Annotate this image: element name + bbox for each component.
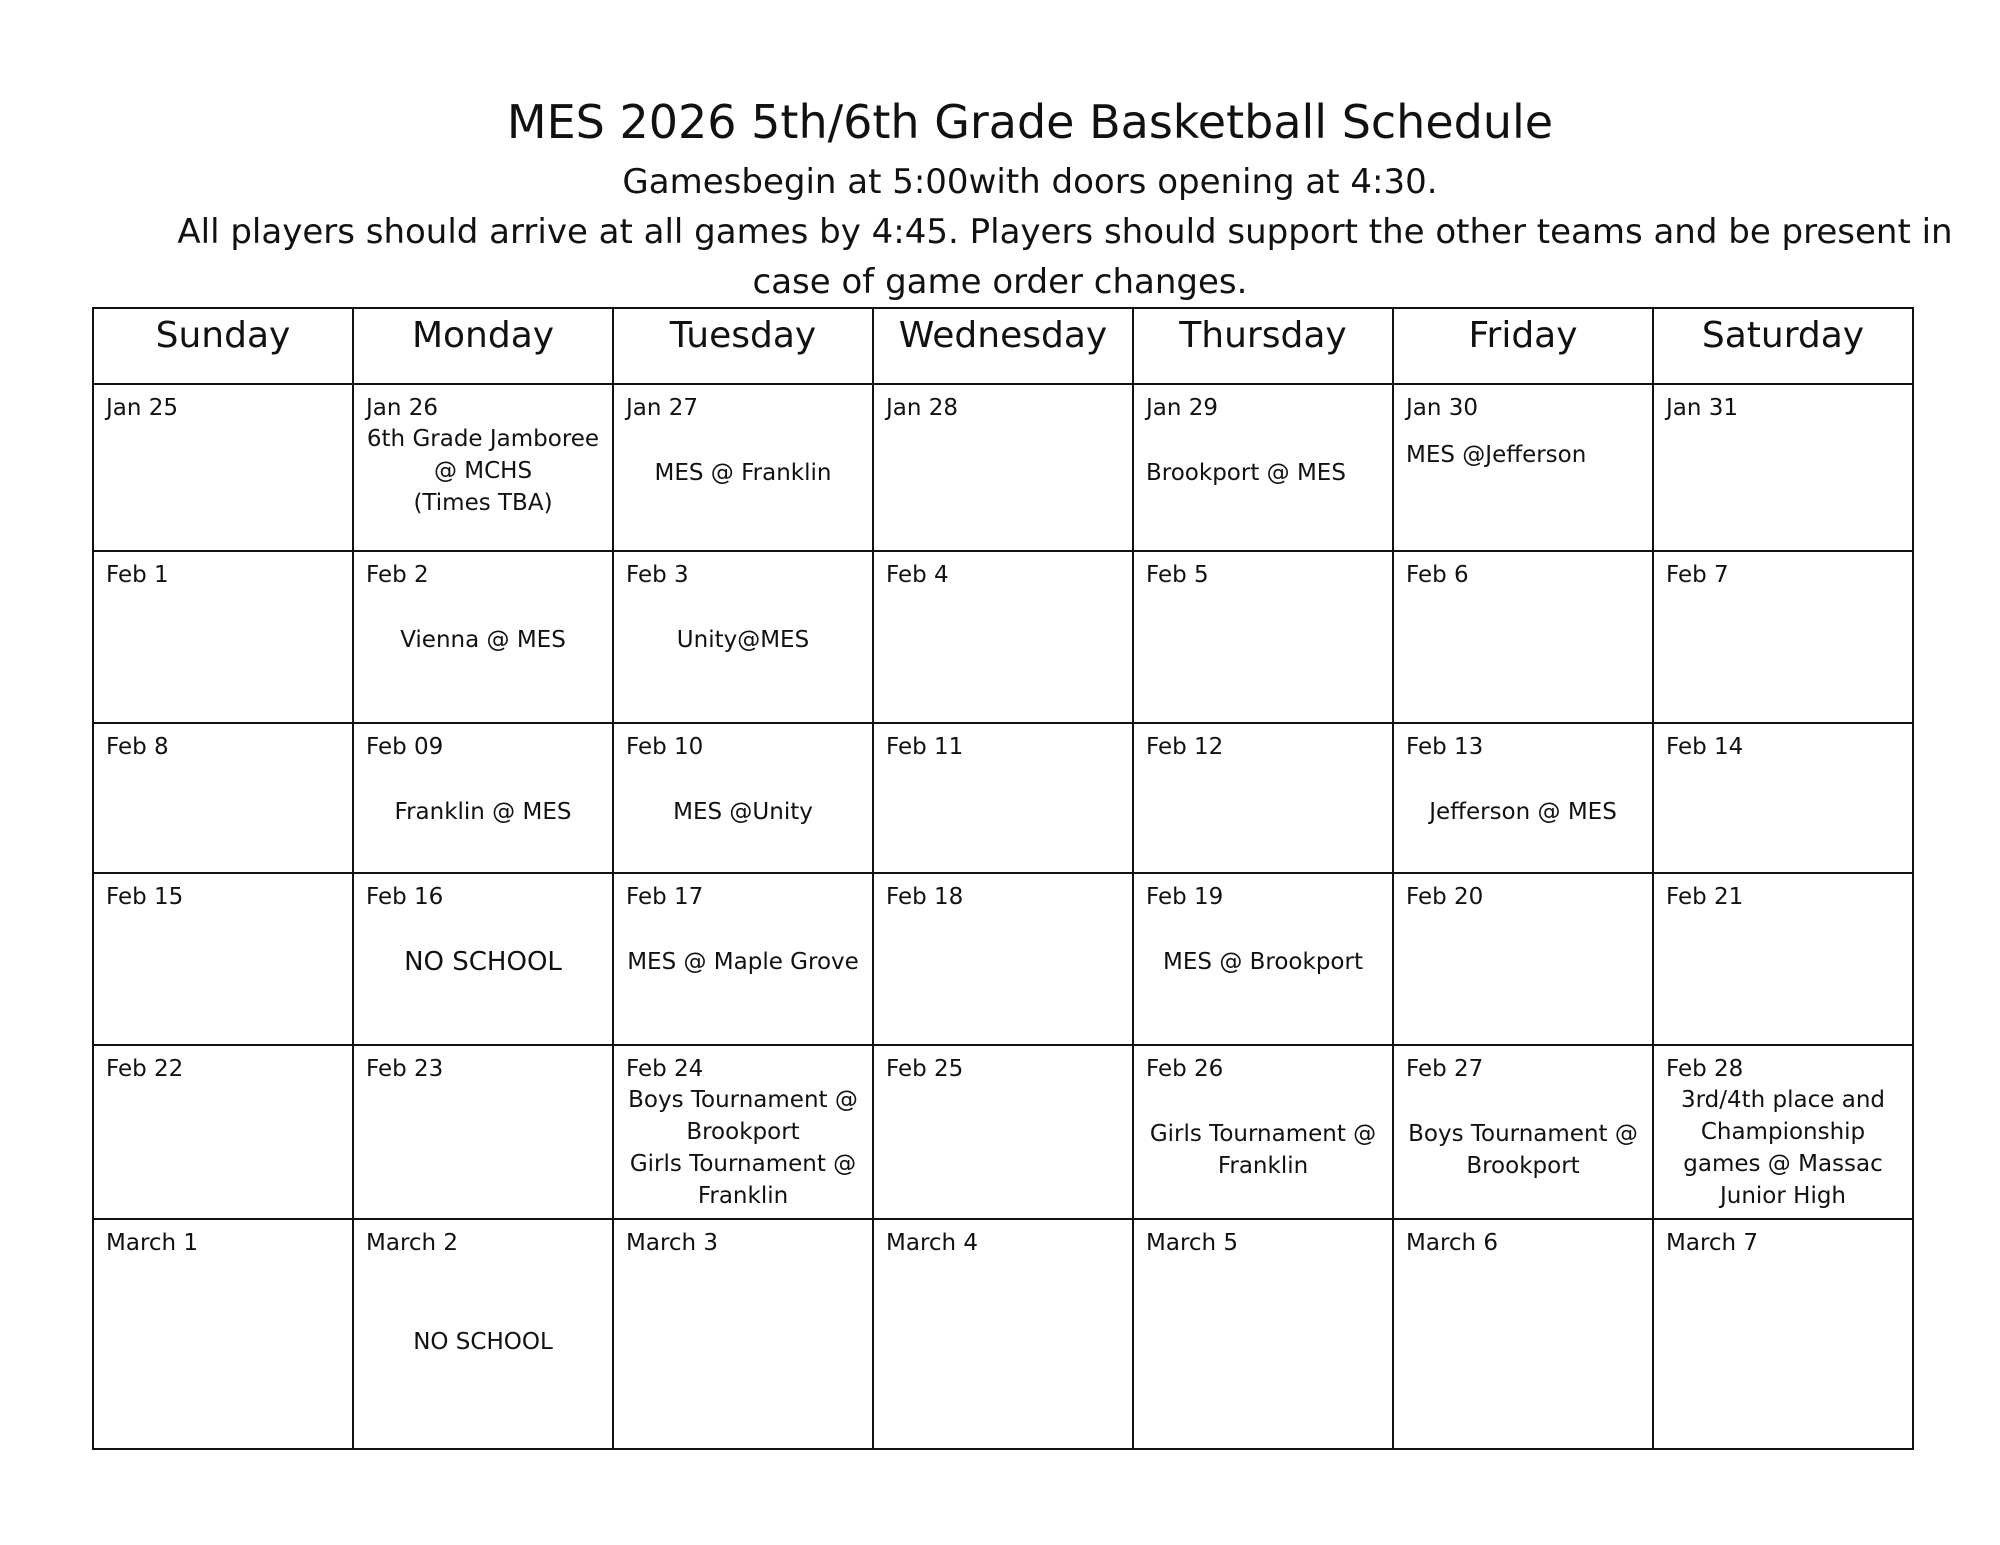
day-date: Feb 19 xyxy=(1146,884,1224,910)
game-time-note: Gamesbegin at 5:00with doors opening at 4:30. xyxy=(622,162,1438,202)
day-date: Feb 10 xyxy=(626,734,704,760)
day-event: Boys Tournament @ Brookport Girls Tournament @ Franklin xyxy=(628,1087,858,1209)
day-event: MES @ Brookport xyxy=(1163,949,1363,975)
weekday-friday: Friday xyxy=(1393,308,1653,384)
day-date: March 4 xyxy=(886,1230,979,1256)
calendar-table xyxy=(92,307,1914,1450)
day-date: Feb 2 xyxy=(366,562,429,588)
calendar-day xyxy=(1393,551,1653,723)
calendar-day xyxy=(873,873,1133,1045)
day-date: Feb 13 xyxy=(1406,734,1484,760)
weekday-sunday: Sunday xyxy=(93,308,353,384)
calendar-day xyxy=(93,1045,353,1219)
calendar-day xyxy=(1133,384,1393,551)
weekday-saturday: Saturday xyxy=(1653,308,1913,384)
day-event: Girls Tournament @ Franklin xyxy=(1149,1121,1377,1179)
calendar-day xyxy=(873,384,1133,551)
day-date: Feb 22 xyxy=(106,1056,184,1082)
calendar-day xyxy=(353,1045,613,1219)
day-event: Brookport @ MES xyxy=(1146,460,1346,486)
calendar-day xyxy=(353,384,613,551)
day-date: Feb 09 xyxy=(366,734,444,760)
day-date: March 5 xyxy=(1146,1230,1239,1256)
calendar-day xyxy=(873,1045,1133,1219)
calendar-day xyxy=(1393,384,1653,551)
day-date: Jan 28 xyxy=(886,395,959,421)
day-date: Feb 5 xyxy=(1146,562,1209,588)
day-event: 6th Grade Jamboree @ MCHS (Times TBA) xyxy=(366,426,600,516)
day-date: Jan 27 xyxy=(626,395,699,421)
day-event: Boys Tournament @ Brookport xyxy=(1408,1121,1638,1179)
day-date: Feb 25 xyxy=(886,1056,964,1082)
calendar-day xyxy=(353,1219,613,1449)
day-date: Feb 1 xyxy=(106,562,169,588)
day-date: March 1 xyxy=(106,1230,199,1256)
calendar-day xyxy=(1133,873,1393,1045)
day-date: Feb 3 xyxy=(626,562,689,588)
day-event: Unity@MES xyxy=(676,627,810,653)
day-date: March 6 xyxy=(1406,1230,1499,1256)
day-date: Jan 26 xyxy=(366,395,439,421)
day-date: Feb 12 xyxy=(1146,734,1224,760)
day-date: Feb 27 xyxy=(1406,1056,1484,1082)
calendar-day xyxy=(873,723,1133,873)
calendar-day xyxy=(353,723,613,873)
day-date: Feb 21 xyxy=(1666,884,1744,910)
day-date: March 3 xyxy=(626,1230,719,1256)
day-event: Jefferson @ MES xyxy=(1429,799,1617,825)
week-row xyxy=(93,1219,1913,1449)
calendar-day xyxy=(1133,1219,1393,1449)
calendar-day xyxy=(1653,551,1913,723)
calendar-day xyxy=(613,1045,873,1219)
day-event: NO SCHOOL xyxy=(413,1329,553,1355)
day-date: Jan 30 xyxy=(1406,395,1479,421)
day-event: MES @ Franklin xyxy=(654,460,832,486)
weekday-monday: Monday xyxy=(353,308,613,384)
calendar-day xyxy=(1133,1045,1393,1219)
day-date: Feb 15 xyxy=(106,884,184,910)
calendar-day xyxy=(93,384,353,551)
calendar-day xyxy=(873,1219,1133,1449)
day-date: Feb 17 xyxy=(626,884,704,910)
calendar-day xyxy=(1133,723,1393,873)
calendar-day xyxy=(93,723,353,873)
week-row xyxy=(93,551,1913,723)
week-row xyxy=(93,384,1913,551)
day-event: Franklin @ MES xyxy=(394,799,572,825)
calendar-day xyxy=(1653,1045,1913,1219)
calendar-day xyxy=(93,873,353,1045)
day-event: MES @ Maple Grove xyxy=(627,949,859,975)
day-date: March 7 xyxy=(1666,1230,1759,1256)
day-event: NO SCHOOL xyxy=(404,947,562,977)
week-row xyxy=(93,873,1913,1045)
calendar-day xyxy=(1393,723,1653,873)
arrival-note-continued: case of game order changes. xyxy=(752,262,1248,302)
day-date: Feb 4 xyxy=(886,562,949,588)
calendar-day xyxy=(613,873,873,1045)
calendar-day xyxy=(1133,551,1393,723)
weekday-wednesday: Wednesday xyxy=(873,308,1133,384)
calendar-day xyxy=(93,551,353,723)
day-date: Feb 18 xyxy=(886,884,964,910)
day-date: Feb 14 xyxy=(1666,734,1744,760)
weekday-tuesday: Tuesday xyxy=(613,308,873,384)
calendar-day xyxy=(1653,873,1913,1045)
day-event: Vienna @ MES xyxy=(400,627,566,653)
calendar-day xyxy=(1653,1219,1913,1449)
week-row xyxy=(93,1045,1913,1219)
page-title: MES 2026 5th/6th Grade Basketball Schedule xyxy=(506,95,1554,149)
weekday-header-row xyxy=(93,308,1913,384)
day-date: Feb 8 xyxy=(106,734,169,760)
day-date: Feb 11 xyxy=(886,734,964,760)
day-date: Jan 25 xyxy=(106,395,179,421)
day-event: MES @Jefferson xyxy=(1406,442,1587,468)
calendar-day xyxy=(1653,723,1913,873)
day-date: Feb 26 xyxy=(1146,1056,1224,1082)
day-event: 3rd/4th place and Championship games @ Massac Junior High xyxy=(1680,1087,1886,1209)
day-date: Feb 6 xyxy=(1406,562,1469,588)
calendar-day xyxy=(93,1219,353,1449)
calendar-day xyxy=(1393,1045,1653,1219)
day-date: Jan 29 xyxy=(1146,395,1219,421)
week-row xyxy=(93,723,1913,873)
calendar-day xyxy=(353,873,613,1045)
calendar-day xyxy=(1393,873,1653,1045)
day-date: Jan 31 xyxy=(1666,395,1739,421)
day-date: Feb 7 xyxy=(1666,562,1729,588)
day-date: Feb 16 xyxy=(366,884,444,910)
calendar-day xyxy=(613,384,873,551)
day-date: Feb 23 xyxy=(366,1056,444,1082)
day-date: Feb 20 xyxy=(1406,884,1484,910)
day-event: MES @Unity xyxy=(673,799,813,825)
calendar-day xyxy=(613,551,873,723)
calendar-day xyxy=(353,551,613,723)
calendar-day xyxy=(613,1219,873,1449)
day-date: March 2 xyxy=(366,1230,459,1256)
day-date: Feb 28 xyxy=(1666,1056,1744,1082)
calendar-day xyxy=(873,551,1133,723)
calendar-day xyxy=(1653,384,1913,551)
arrival-note: All players should arrive at all games by 4:45. Players should support the other teams and be present in xyxy=(177,212,1953,252)
day-date: Feb 24 xyxy=(626,1056,704,1082)
weekday-thursday: Thursday xyxy=(1133,308,1393,384)
calendar-day xyxy=(1393,1219,1653,1449)
calendar-day xyxy=(613,723,873,873)
